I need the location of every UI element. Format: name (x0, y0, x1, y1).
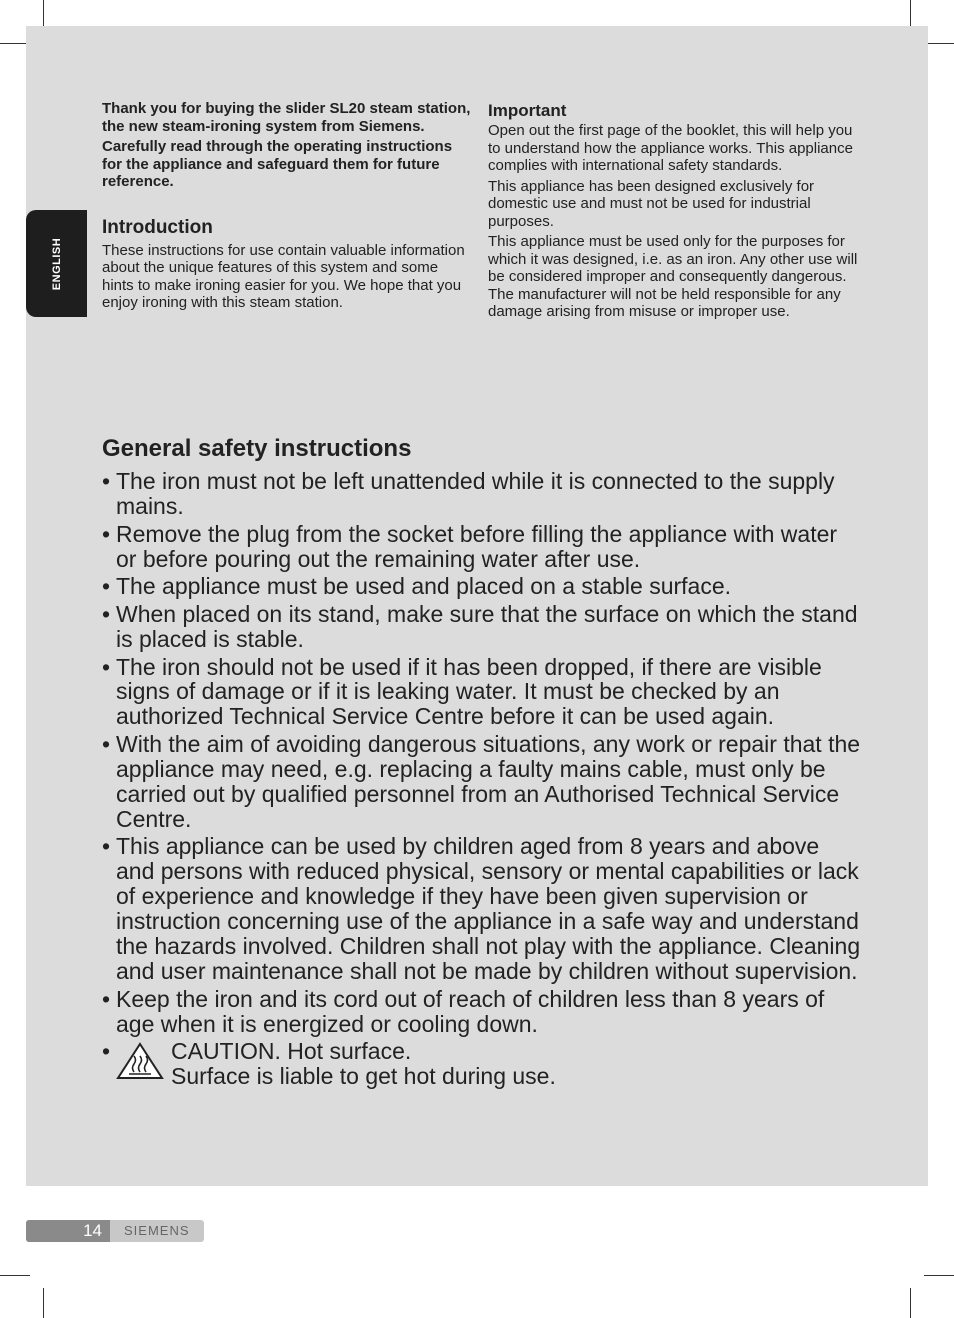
footer-brand: SIEMENS (124, 1223, 190, 1238)
crop-mark (910, 1288, 911, 1318)
safety-list (102, 469, 862, 1089)
safety-item: • The iron should not be used if it has been dropped, if there are visible signs of damage or if it is leaking water. It must be checked by an authorized Technical Service Centre before it can be used again. (102, 655, 862, 730)
safety-item: • This appliance can be used by children aged from 8 years and above and persons with reduced physical, sensory or mental capabilities or lack of experience and knowledge if they have been given supervision or instruction concerning use of the appliance in a safe way and understand the hazards involved. Children shall not play with the appliance. Cleaning and user maintenance shall not be made by children without supervision. (102, 834, 862, 983)
hot-surface-warning-icon (116, 1042, 164, 1080)
important-text-2: This appliance has been designed exclusively for domestic use and must not be used for industrial purposes. (488, 177, 815, 230)
caution-line-1: • CAUTION. Hot surface. (171, 1038, 412, 1065)
thank-you-text: Thank you for buying the slider SL20 steam station, the new steam-ironing system from Siemens. (102, 100, 471, 135)
page-number: 14 (83, 1221, 102, 1240)
safety-item: • The appliance must be used and placed on a stable surface. (102, 574, 862, 599)
right-column (488, 100, 858, 321)
language-tab-label: ENGLISH (50, 237, 63, 290)
introduction-heading: Introduction (102, 216, 213, 238)
caution-line-2: Surface is liable to get hot during use. (171, 1063, 556, 1090)
safety-item: • Remove the plug from the socket before filling the appliance with water or before pouring out the remaining water after use. (102, 522, 862, 572)
introduction-text: These instructions for use contain valuable information about the unique features of this system and some hints to make ironing easier for you. We hope that you enjoy ironing with this steam station. (102, 241, 465, 311)
important-text-3: This appliance must be used only for the purposes for which it was designed, i.e. as an iron. Any other use will be considered improper and consequently dangerous. The manufacturer will not be held responsible for any damage arising from misuse or improper use. (488, 233, 858, 320)
language-tab (26, 210, 87, 317)
page-number-box (26, 1220, 110, 1242)
safety-item: • When placed on its stand, make sure that the surface on which the stand is placed is stable. (102, 602, 862, 652)
safety-heading: General safety instructions (102, 435, 412, 462)
important-text-1: Open out the first page of the booklet, this will help you to understand how the appliance works. This appliance complies with international safety standards. (488, 122, 853, 174)
important-heading: Important (488, 101, 567, 120)
crop-mark (43, 1288, 44, 1318)
crop-mark (0, 1275, 30, 1276)
read-instructions-text: Carefully read through the operating instructions for the appliance and safeguard them for future reference. (102, 138, 453, 190)
safety-item: • Keep the iron and its cord out of reach of children less than 8 years of age when it is energized or cooling down. (102, 987, 862, 1037)
left-column (102, 100, 472, 312)
crop-mark (924, 1275, 954, 1276)
safety-item-caution (102, 1039, 862, 1089)
safety-section (102, 435, 862, 1092)
safety-item: • With the aim of avoiding dangerous situations, any work or repair that the appliance may need, e.g. replacing a faulty mains cable, must only be carried out by qualified personnel from an Authorised Technical Service Centre. (102, 732, 862, 832)
crop-mark (924, 43, 954, 44)
safety-item: • The iron must not be left unattended while it is connected to the supply mains. (102, 469, 862, 519)
